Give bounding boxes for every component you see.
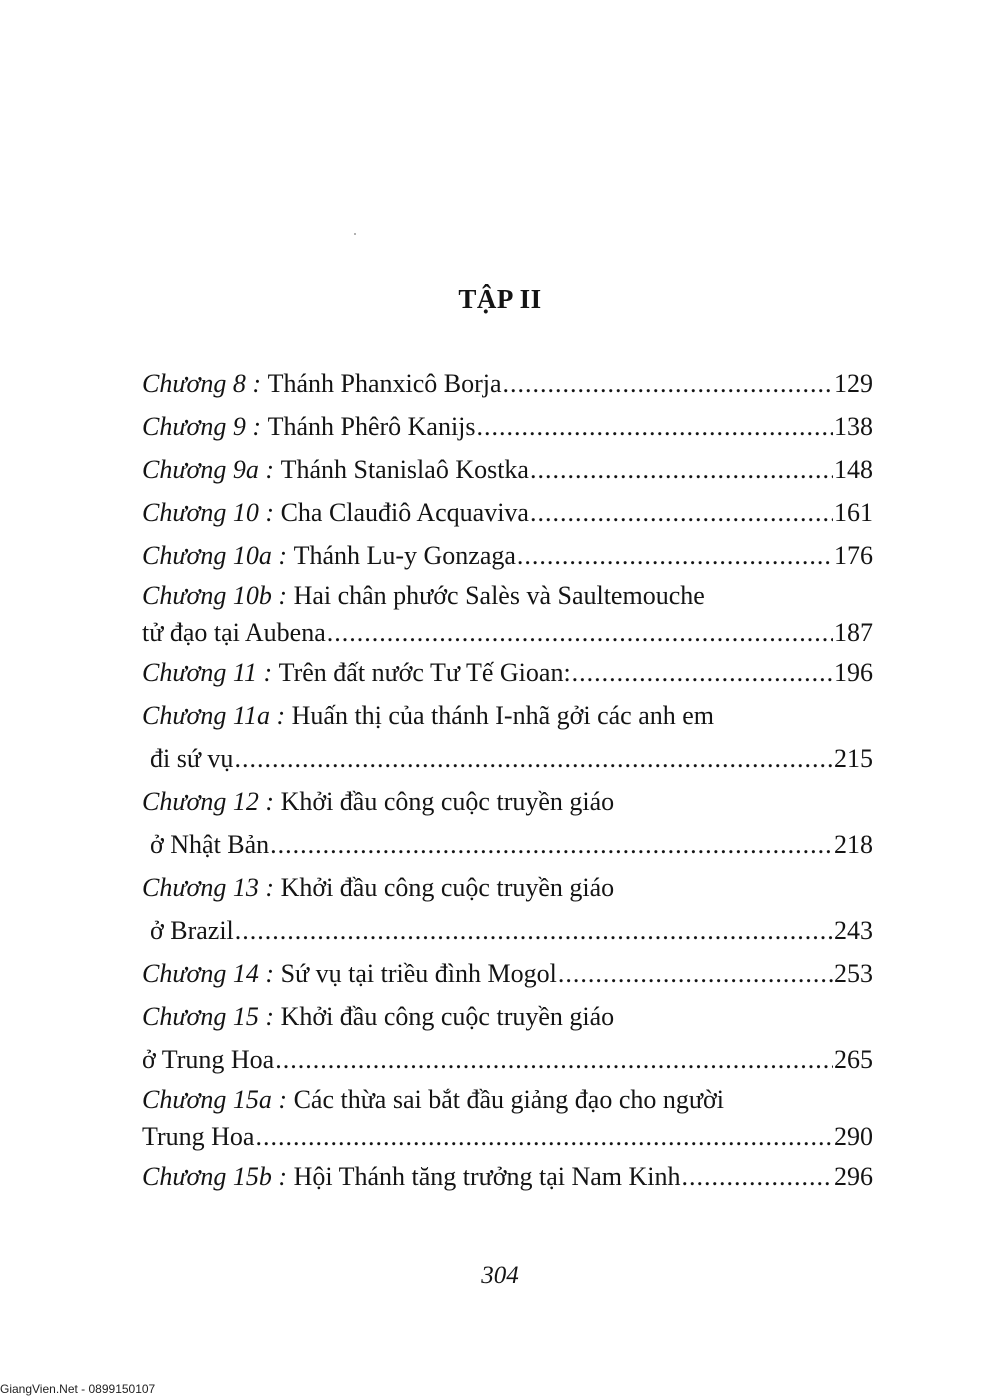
dot-leader xyxy=(503,362,833,405)
watermark-text: GiangVien.Net - 0899150107 xyxy=(0,1382,156,1396)
page-number: 138 xyxy=(834,412,873,441)
toc-entry xyxy=(142,448,873,491)
toc-entry xyxy=(142,491,873,534)
toc-entry xyxy=(142,952,873,995)
chapter-title: Hai chân phước Salès và Saultemouche xyxy=(293,581,705,610)
dot-leader xyxy=(517,534,833,577)
chapter-number: Chương 10b : xyxy=(142,581,288,610)
page-folio: 304 xyxy=(481,1262,519,1289)
chapter-title-continued: ở Trung Hoa xyxy=(142,1045,275,1074)
dot-leader xyxy=(530,448,833,491)
dot-leader xyxy=(682,1155,833,1198)
page-number: 290 xyxy=(834,1122,873,1151)
dot-leader xyxy=(558,952,833,995)
chapter-number: Chương 14 : xyxy=(142,959,275,988)
chapter-number: Chương 10 : xyxy=(142,498,275,527)
toc-entry xyxy=(142,694,873,737)
page-number: 129 xyxy=(834,369,873,398)
dot-leader xyxy=(572,651,833,694)
page-number: 215 xyxy=(834,744,873,773)
chapter-number: Chương 11 : xyxy=(142,658,273,687)
toc-entry-continuation xyxy=(142,1118,873,1155)
toc-entry xyxy=(142,405,873,448)
chapter-title: Thánh Stanislaô Kostka xyxy=(280,455,529,484)
page-number: 196 xyxy=(834,658,873,687)
toc-entry-continuation xyxy=(142,737,873,780)
chapter-title: Huấn thị của thánh I-nhã gởi các anh em xyxy=(291,701,715,730)
chapter-number: Chương 10a : xyxy=(142,541,288,570)
page-number: 148 xyxy=(834,455,873,484)
toc-entry xyxy=(142,1155,873,1198)
toc-entry xyxy=(142,1081,873,1118)
chapter-number: Chương 15a : xyxy=(142,1085,288,1114)
chapter-number: Chương 12 : xyxy=(142,787,275,816)
page-number: 218 xyxy=(834,830,873,859)
page-number: 243 xyxy=(834,916,873,945)
dot-leader xyxy=(530,491,833,534)
dot-leader xyxy=(327,614,833,651)
page-number: 265 xyxy=(834,1045,873,1074)
chapter-number: Chương 9a : xyxy=(142,455,275,484)
chapter-title: Sứ vụ tại triều đình Mogol xyxy=(280,959,557,988)
chapter-number: Chương 13 : xyxy=(142,873,275,902)
chapter-number: Chương 11a : xyxy=(142,701,286,730)
dot-leader xyxy=(235,909,833,952)
chapter-title: Các thừa sai bắt đầu giảng đạo cho người xyxy=(293,1085,724,1114)
page-number: 253 xyxy=(834,959,873,988)
dot-leader xyxy=(234,737,833,780)
chapter-title: Khởi đầu công cuộc truyền giáo xyxy=(280,1002,615,1031)
toc-entry xyxy=(142,577,873,614)
table-of-contents xyxy=(142,362,873,1198)
scan-speck xyxy=(354,233,356,235)
chapter-title-continued: đi sứ vụ xyxy=(150,744,234,773)
toc-entry-continuation xyxy=(142,1038,873,1081)
chapter-title: Trên đất nước Tư Tế Gioan: xyxy=(278,658,571,687)
chapter-title-continued: Trung Hoa xyxy=(142,1122,255,1151)
dot-leader xyxy=(255,1118,833,1155)
chapter-title: Thánh Phêrô Kanijs xyxy=(267,412,476,441)
page-number: 187 xyxy=(834,618,873,647)
toc-entry xyxy=(142,995,873,1038)
dot-leader xyxy=(275,1038,833,1081)
chapter-title: Thánh Phanxicô Borja xyxy=(267,369,502,398)
chapter-title-continued: ở Brazil xyxy=(150,916,234,945)
toc-entry-continuation xyxy=(142,823,873,866)
chapter-title-continued: tử đạo tại Aubena xyxy=(142,618,326,647)
toc-entry xyxy=(142,866,873,909)
toc-entry-continuation xyxy=(142,614,873,651)
page-number: 176 xyxy=(834,541,873,570)
dot-leader xyxy=(477,405,833,448)
chapter-title: Thánh Lu-y Gonzaga xyxy=(293,541,516,570)
toc-entry xyxy=(142,534,873,577)
toc-entry xyxy=(142,362,873,405)
chapter-title: Hội Thánh tăng trưởng tại Nam Kinh xyxy=(293,1162,681,1191)
chapter-number: Chương 8 : xyxy=(142,369,262,398)
chapter-number: Chương 15 : xyxy=(142,1002,275,1031)
toc-entry xyxy=(142,651,873,694)
chapter-title: Khởi đầu công cuộc truyền giáo xyxy=(280,873,615,902)
volume-heading: TẬP II xyxy=(458,284,542,314)
page-number: 161 xyxy=(834,498,873,527)
chapter-title-continued: ở Nhật Bản xyxy=(150,830,270,859)
chapter-number: Chương 9 : xyxy=(142,412,262,441)
chapter-title: Cha Clauđiô Acquaviva xyxy=(280,498,529,527)
toc-entry-continuation xyxy=(142,909,873,952)
page-number: 296 xyxy=(834,1162,873,1191)
chapter-number: Chương 15b : xyxy=(142,1162,288,1191)
dot-leader xyxy=(270,823,833,866)
chapter-title: Khởi đầu công cuộc truyền giáo xyxy=(280,787,615,816)
toc-entry xyxy=(142,780,873,823)
